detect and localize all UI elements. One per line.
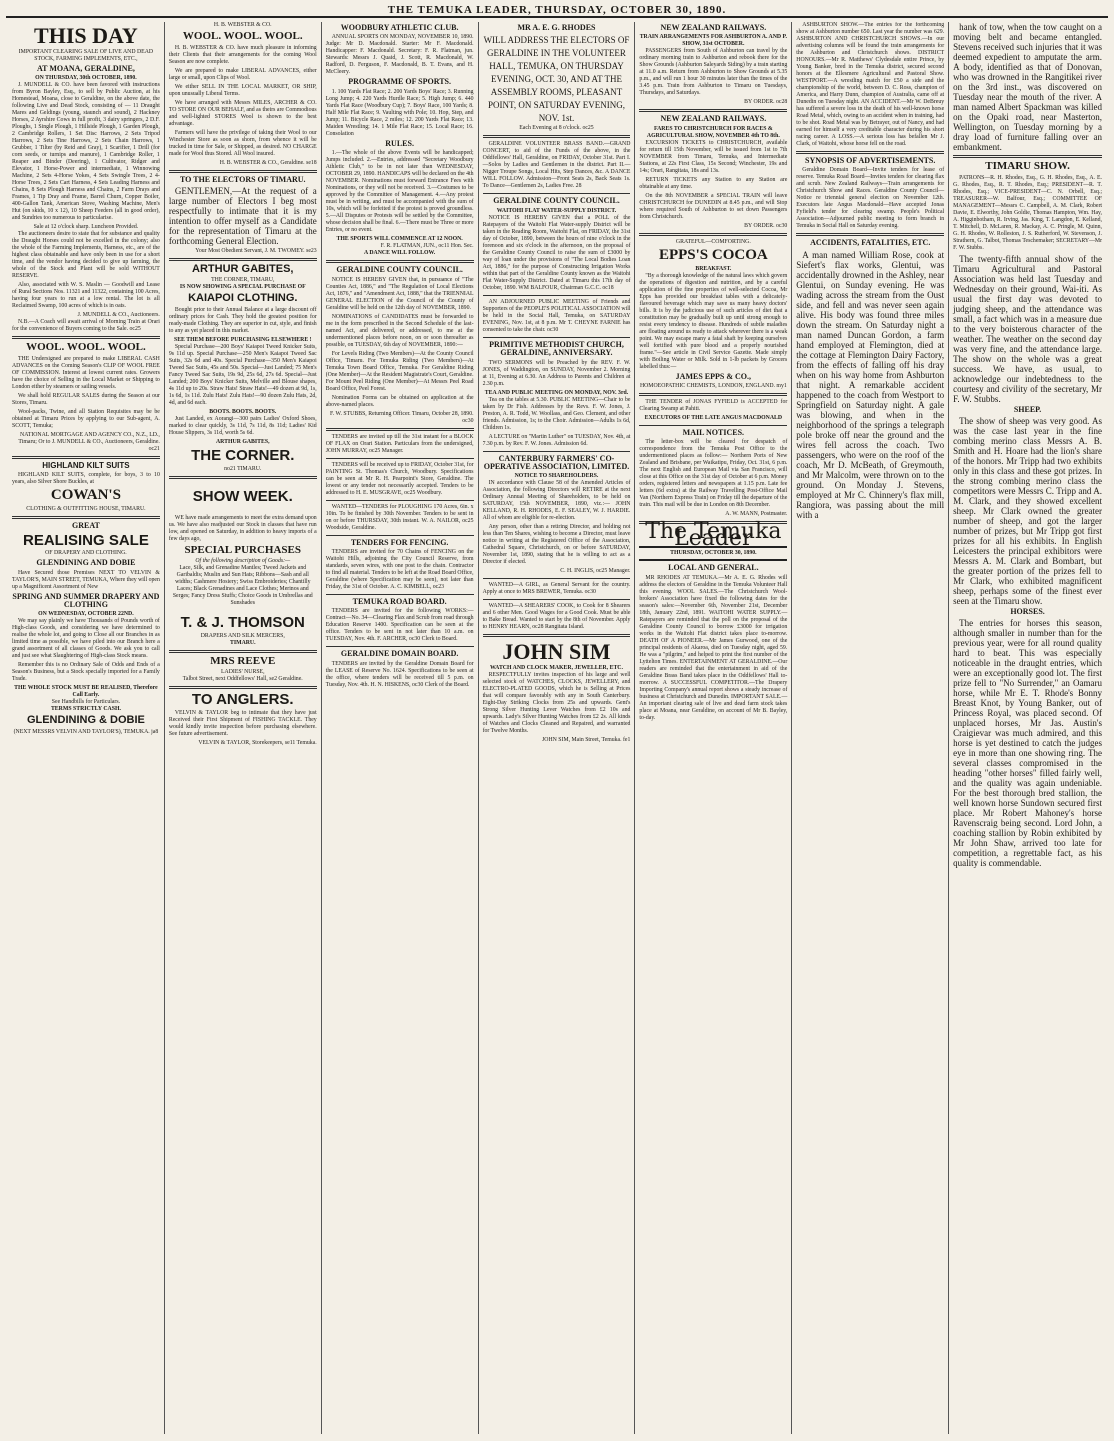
- wac-rules-body: 1.—The whole of the above Events will be handicapped; Jumps included. 2.—Entries, addressed "Secretary Woodbury Athletic Club," to be in not later than WEDNESDAY, OCTOBER 29, 1890. HANDICAPS will be declared on the 4th NOVEMBER. Nominations must forward Entrance Fees with Nominations, or they will not be received. 3.—Costumes to be approved by the Committee of Management. 4.—Any protest must be in writing, and must be accompanied with the sum of 10s, which will be forfeited if the protest is proved groundless. 5.—All Disputes or Protests will be settled by the Committee, whose decision shall be final. 6.—There must be Three or more Entries, or no event.: [325, 150, 474, 234]
- sale-sign: J. MUNDELL & CO., Auctioneers.: [77, 312, 160, 319]
- the-corner: THE CORNER.: [191, 447, 295, 465]
- gd-body-2: We may say plainly we have Thousands of Pounds worth of High-class Goods, and considering we have determined to realise the whole lot, and going to Close all our Branches in as limited time as possible, we have piled into our Branch here a grand assortment of all classes of Goods. We ask you to call and just see what Slaughtering of High-class Stock means.: [12, 618, 160, 660]
- sheep-title: SHEEP.: [1013, 404, 1042, 414]
- waitohi-title: WAITOHI FLAT WATER-SUPPLY DISTRICT.: [496, 207, 617, 214]
- great-label: GREAT: [71, 521, 100, 531]
- column-7: [949, 22, 1106, 1434]
- epps-title: EPPS'S COCOA: [658, 246, 768, 263]
- nzr2-sub: FARES TO CHRISTCHURCH FOR RACES & AGRICULTURAL SHOW, NOVEMBER 4th TO 8th.: [646, 125, 780, 139]
- divider: [12, 336, 160, 339]
- divider: [12, 516, 160, 519]
- local-title: LOCAL AND GENERAL.: [668, 563, 759, 573]
- cfca-title: CANTERBURY FARMERS' CO-OPERATIVE ASSOCIATION, LIMITED.: [483, 453, 630, 471]
- sale-title: THIS DAY: [34, 23, 138, 48]
- wac-rules: RULES.: [385, 138, 414, 148]
- wac-title: WOODBURY ATHLETIC CLUB.: [340, 23, 459, 32]
- divider: [326, 458, 474, 459]
- nzr-title: NEW ZEALAND RAILWAYS.: [660, 23, 767, 32]
- sale-subtitle: IMPORTANT CLEARING SALE OF LIVE AND DEAD STOCK, FARMING IMPLEMENTS, ETC.,: [18, 49, 154, 63]
- column-2: [165, 22, 322, 1434]
- gd-terms: TERMS STRICTLY CASH.: [50, 706, 121, 713]
- gcc-title-2: GERALDINE COUNTY COUNCIL.: [493, 196, 620, 206]
- columns: [8, 22, 1106, 1434]
- gabites-boots: BOOTS. BOOTS. BOOTS.: [209, 409, 277, 416]
- divider: [796, 233, 944, 236]
- epps-company-2: HOMOEOPATHIC CHEMISTS, LONDON, ENGLAND. my1: [639, 382, 787, 389]
- webster-sign: H. B. WEBSTER & CO., Geraldine. se18: [219, 159, 317, 166]
- divider: [169, 258, 317, 261]
- sale-also: Also, associated with W. S. Maslin — Goodwill and Lease of Rural Sections Nos. 11321 and 11322, containing 100 Acres, having four years to run at a low rental. The lot is all Reclaimed Swamp, 100 acres of which is in oats.: [12, 282, 160, 310]
- divider: [796, 151, 944, 154]
- sale-note: The auctioneers desire to state that for substance and quality the Draught Horses could not be excelled in the colony; also the whole of the Farming Implements, Harness, etc., are of the highest class obtainable and have only been in use for a short time, and the vendor having decided to give up farming, the whole of the Stock and Plant will be sold WITHOUT RESERVE.: [12, 231, 160, 280]
- webster-body-4: We have arranged with Messrs MILES, ARCHER & CO. TO STORE ON OUR BEHALF, and as theirs are Commodious and well-lighted STORES Wool is shown to the best advantage.: [168, 99, 317, 127]
- local-body-cont: ASHBURTON SHOW.—The entries for the forthcoming show at Ashburton number 650. Last year the number was 629. ASHBURTON AND CHRISTCHURCH SHOWS.—In our advertising columns will be found the train arrangements for the Ashburton and Christchurch shows. DISTRICT HONOURS.—Mr R. Matthews' Clydesdale entire Prince, by Young Banker, bred in the Temuka district, secured second honors at the Ellesmere Agricultural and Pastoral Show. WESTPORT.—A wrestling match for £50 a side and the championship of the world, between D. C. Ross, champion of America, and Harry Dunn, champion of Australia, came off at Dunedin on Tuesday night. AN ACCIDENT.—Mr W. DeBreuy has suffered a severe loss in the death of his well-known horse Road Metal, which, owing to an accident when in training, had to be shot. Road Metal was by Betrayer, out of Nancy, and had earned for himself a very creditable character during his short racing career. A LOSS.—A serious loss has befallen Mr J. Clark, of Waitohi, whose horse fell on the road.: [796, 22, 945, 147]
- ploughing-tender: WANTED—TENDERS for PLOUGHING 170 Acres, 6in. x 10in. To be finished by 30th November. Tenders to be sent in on or before THURSDAY, 30th instant. W. A. NAILOR, oc25 Woodside, Geraldine.: [325, 503, 474, 531]
- wanted-girl: WANTED—A GIRL, as General Servant for the country. Apply at once to MRS BREWER, Temuka. oc30: [482, 582, 631, 596]
- pmc-lecture: A LECTURE on "Martin Luther" on TUESDAY, Nov. 4th, at 7.30 p.m. by Rev. F. W. Jones. Admission 6d.: [482, 433, 631, 447]
- realising-sub: OF DRAPERY AND CLOTHING.: [45, 550, 127, 557]
- ppa-meeting: AN ADJOURNED PUBLIC MEETING of Friends and Supporters of the PEOPLE'S POLITICAL ASSOCIATION will be held in the Social Hall, Temuka, on SATURDAY EVENING, Nov. 1st, at 8 p.m. Mr T. CHEYNE FARNIE has consented to take the chair. oc30: [482, 298, 631, 333]
- column-4: [479, 22, 636, 1434]
- gcc-form: Nomination Forms can be obtained on application at the above-named places.: [325, 394, 474, 408]
- epps-company: JAMES EPPS & CO.,: [675, 371, 752, 381]
- horses-body: The entries for horses this season, although smaller in number than for the previous year, were for all round quality hard to beat. This was especially noticeable in the draught entries, which were an exceptionally good lot. The first prize fell to "No Surrender," an Oamaru horse, while Mr E. T. Rhode's Bonny Breast Knot, by Young Banker, out of Princess Royal, was placed second. Of unplaced horses, Mr Jas. Austin's Craigievar was much admired, and this horse is yet destined to catch the judges eye in more than one showing ring. The several classes compromised in the heading "other horses" filled fairly well, and the quality was again undeniable. For the best thorough bred stallion, the well known horse Sundown secured first place. Mr Robert Mahoney's horse Ravenscraig being second. Lord John, a coaching stallion by Robin exhibited by Mr John Shaw, arrived too late for competition, a regrettable fact, as his quality is commendable.: [953, 618, 1102, 869]
- painting-tender: TENDERS will be received up to FRIDAY, October 31st, for PAINTING St. Thomas's Church, Woodbury. Specifications can be seen at Mr R. H. Pearpoint's Store, Geraldine. The lowest or any tender not necessarily accepted. Tenders to be addressed to H. E. MUSGRAVE, oc25 Woodbury.: [325, 461, 474, 496]
- pmc-body-2: Tea on the tables at 5.30. PUBLIC MEETING—Chair to be taken by Dr Fish. Addresses by the Revs. F. W. Jones, J. Preston, A. R. Todd, W. Woollass, and Geo. Clement, and other friends. Admission, 1s; to the Choir. Admission—Adults 1s 6d, Children 1s.: [482, 396, 631, 431]
- anglers-sign: VELVIN & TAYLOR, Storekeepers, se11 Temuka.: [198, 740, 317, 747]
- divider: [483, 599, 631, 600]
- sale-body: J. MUNDELL & CO. have been favored with instructions from Byron Bayley, Esq., to sell by Public Auction, at his Homestead, Moana, close to Geraldine, on the above date, the following Live and Dead Stock, consisting of — 11 Draught Mares and Geldings (young, staunch and sound), 2 Hackney Horses, 2 Ayrshire Cows in full profit, 3 dairy springers, 2 D.F. Ploughs, 1 Single Plough, 1 Hillside Plough, 1 Garden Plough, 2 Cambridge Rollers, 1 Set Disc Harrows, 2 Sets Tripod Harrows, 2 Sets Tine Harrows, 2 Sets Chain Harrows, 1 Grubber, 1 Tilter (by Reid and Gray), 1 Scarifier, 1 Drill (for corn seeds, or turnips and manure), 1 Cambridge Roller, 1 Reaper and Binder (Deering), 1 Cultivator, Ridger and Elevator, 1 Horse-Power and intermediate, 1 Winnowing Machine, 2 Sets 4-Horse Yokes, 4 Sets Swingle Trees, 2 4-Horse Trees, 2 Sets Cart Harness, 4 Sets Leading Harness and Chains, 8 Sets Plough Harness and Chains, 2 Farm Drays and Frames, 1 Tip Dray and Frame, Barrel Churn, Copper Boiler, 400-Gallon Tank, American Stove, Washing Machine, Men's Hut (on skids, 10 x 12), 10 Sheep Feeders (all in good order), and Sundries too numerous to particularise.: [12, 82, 160, 222]
- nzr-sub: TRAIN ARRANGEMENTS FOR ASHBURTON A. AND P. SHOW, 31st OCTOBER.: [639, 34, 788, 48]
- gabites-sub: THE CORNER, TIMARU,: [211, 277, 275, 284]
- wac-programme: PROGRAMME OF SPORTS.: [348, 77, 452, 87]
- divider: [169, 476, 317, 479]
- divider: [326, 535, 474, 536]
- mail-sign: A. W. MANN, Postmaster.: [725, 511, 788, 518]
- wool-sign: NATIONAL MORTGAGE AND AGENCY CO., N.Z., LD., Timaru; Or to J. MUNDELL & CO., Auctioneers, Geraldine. oc21: [18, 432, 160, 453]
- trb-body: TENDERS are invited for the following WORKS:— Contract—No. 34—Clearing Flax and Scrub from road through Education Reserve 1400. Specification can be seen at the office. Tenders to be sent in not later than 10 a.m. on TUESDAY, Nov. 4th. F. ARCHER, oc30 Clerk to Board.: [325, 608, 474, 643]
- divider: [953, 155, 1102, 158]
- reeve-address: Talbot Street, next Oddfellows' Hall, se2 Geraldine.: [182, 676, 303, 683]
- wac-dance: A DANCE WILL FOLLOW.: [364, 250, 436, 257]
- gcc-body: NOTICE IS HEREBY GIVEN that, in pursuance of "The Counties Act, 1886," and "The Regulation of Local Elections Act, 1876," and "Amendment Act, 1888," that the TRIENNIAL GENERAL ELECTION of the Council of the County of Geraldine will be held on the 12th day of NOVEMBER, 1890.: [325, 276, 474, 311]
- special-purchases-list: Lace, Silk, and Grenadine Mantles; Tweed Jackets and Garibaldis; Muslin and Sun Hats; Ribbons—Sash and all widths; Cashmere Hosiery; Swiss Embroideries; Chantilly Laces; Black Grenadines and Lace Clothes; Merinos and Serges; Fancy Dress Stuffs; Choice Goods in Umbrellas and Sunshades: [172, 565, 313, 607]
- sim-sign: JOHN SIM, Main Street, Temuka. fe1: [542, 737, 631, 744]
- kilt-shop: COWAN'S: [50, 487, 121, 504]
- gabites-sign: ARTHUR GABITES,: [215, 439, 270, 446]
- thomson-sub: DRAPERS AND SILK MERCERS,: [200, 632, 285, 639]
- spring-date: ON WEDNESDAY, OCTOBER 22ND.: [38, 611, 134, 618]
- gcc-body-2: NOMINATIONS of CANDIDATES must be forwarded to me in the form prescribed in the Second Schedule of the last-named Act, and delivered, or addressed, to me at the undermentioned places before noon, on or soon thereafter as possible, on TUESDAY, 6th day of NOVEMBER, 1890:—: [325, 313, 474, 348]
- webster-body: H. B. WEBSTER & CO. have much pleasure in informing their Clients that their arrangements for the coming Wool Season are now complete.: [168, 44, 317, 65]
- pmc-title: PRIMITIVE METHODIST CHURCH, GERALDINE, ANNIVERSARY.: [489, 339, 624, 358]
- kilt-body: HIGHLAND KILT SUITS, complete, for boys, 3 to 10 years, also Silver Shore Buckles, at: [12, 472, 160, 486]
- wool-title: WOOL. WOOL. WOOL.: [26, 341, 146, 354]
- show-week-body: WE have made arrangements to meet the extra demand upon us. We have also readjusted our Stock in classes that have run low, and opened on Saturday, in addition to heavy imports of a few days ago,: [168, 514, 317, 542]
- brass-band-concert: GERALDINE VOLUNTEER BRASS BAND.—GRAND CONCERT, to aid of the Funds of the above, in the Oddfellows' Hall, Geraldine, on FRIDAY, October 31st. Part I.—Solos by Ladies and Gentlemen in the district. Part II.—Nigger Troupe Songs, Local Hits, Step Dances, &c. A DANCE WILL FOLLOW. Admission—Front Seats 2s, Back Seats 1s. To Dance—Gentlemen 2s, Ladies Free. 28: [482, 141, 631, 190]
- column-1: [8, 22, 165, 1434]
- cfca-sign: C. H. INGLIS, oc25 Manager.: [560, 568, 631, 575]
- show-week-title: SHOW WEEK.: [192, 487, 293, 505]
- electors-body: GENTLEMEN,—At the request of a large number of Electors I beg most respectfully to intimate that it is my intention to offer myself as a Candidate for the representation of Timaru at the forthcoming General Election.: [168, 185, 317, 246]
- pmc-tea: TEA AND PUBLIC MEETING ON MONDAY, NOV. 3rd.: [484, 389, 629, 396]
- accidents-body-cont: hank of tow, when the tow caught on a moving belt and became entangled. Stevens received such injuries that it was deemed expedient to amputate the arm. A body, identified as that of Donovan, who was drowned in the Rangitikei river on the 3rd inst., was discovered on Tuesday near the mouth of the river. A man named Albert Spackman was killed on the Opaki road, near Masterton, Wellington, on Tuesday morning by a dray load of furniture falling over an embankment.: [953, 22, 1102, 152]
- anglers-body: VELVIN & TAYLOR beg to intimate that they have just Received their First Shipment of FISHING TACKLE. They would kindly invite inspection before purchasing elsewhere. See future advertisement.: [168, 710, 317, 738]
- nzr-body: PASSENGERS from South of Ashburton can travel by the ordinary morning train to Ashburton and rebook there for the Show Grounds (Ashburton Saleyards Siding) by a train starting at 11.0 a.m. Return from Ashburton to Show Grounds at 5.35 p.m., and will run 1 hour 30 minutes later than the times of the 3.45 p.m. Train from Ashburton to Timaru on Tuesdays, Thursdays, and Saturdays.: [639, 48, 788, 97]
- timaru-show-body: The twenty-fifth annual show of the Timaru Agricultural and Pastoral Association was held last Tuesday and Wednesday on their ground, Wai-iti. As usual the first day was devoted to judging sheep, and the attendance was small, a fact which was in a measure due to the very boisterous character of the weather. The weather on the second day was very fine, and the attendance large. The show on the whole was a great success. We have, as usual, to acknowledge our indebtedness to the courtesy and civility of the secretary, Mr F. W. Stubbs.: [953, 253, 1102, 404]
- divider: [326, 428, 474, 431]
- nzr2-return: RETURN TICKETS any Station to any Station are obtainable at any time.: [639, 176, 788, 190]
- gd-sign: GLENDINING & DOBIE: [26, 714, 145, 727]
- rhodes-body: WILL ADDRESS THE ELECTORS OF GERALDINE IN THE VOLUNTEER HALL, TEMUKA, ON THURSDAY EVENING, OCT. 30, AND AT THE ASSEMBLY ROOMS, PLEASANT POINT, ON SATURDAY EVENING, NOV. 1st.: [483, 35, 630, 124]
- divider: [169, 650, 317, 653]
- divider: [483, 451, 631, 452]
- wool-body: THE Undersigned are prepared to make LIBERAL CASH ADVANCES on the Coming Season's CLIP OF WOOL FREE OF COMMISSION. Interest at lowest current rates. Growers have the choice of Selling in the Local Market or Shipping to London either by steamers or sailing vessels.: [12, 356, 160, 391]
- epps-sub: BREAKFAST.: [695, 265, 732, 272]
- epps-pre: GRATEFUL—COMFORTING.: [675, 238, 751, 245]
- realising-sale: REALISING SALE: [22, 531, 149, 549]
- page-header: THE TEMUKA LEADER, THURSDAY, OCTOBER 30, 1890.: [6, 4, 1108, 18]
- gdb-title: GERALDINE DOMAIN BOARD.: [340, 649, 459, 659]
- divider: [169, 686, 317, 689]
- webster-header: H. B. WEBSTER & CO.: [213, 22, 272, 28]
- gabites-list: Special Purchase—200 Boys' Kaiapoi Tweed Knicker Suits, 9s 11d up. Special Purchase—250 Men's Kaiapoi Tweed Sac Suits, 32s 6d and 40s. Special Purchase—350 Men's Kaiapoi Tweed Sac Suits, 45s and 50s. Special—Just Landed; 75 Men's Fancy Tweed Sac Suits, 19s 9d, 25s 6d, 27s 6d. Special—Just Landed; 200 Boys' Knicker Suits, Melville and Blouse shapes, 4s 11d up to 20s. Straw Hats! Straw Hats!—49 dozen at 9d, 1s, 1s 6d, 1s 11d. Zulu Hats! Zulu Hats!—90 dozen Zulu Hats, 2d, 4d, and 6d each.: [168, 344, 317, 407]
- waitohi-body: NOTICE IS HEREBY GIVEN that a POLL of the Ratepayers of the Waitohi Flat Water-supply District will be taken in the Reading Room, Waitohi Flat, on FRIDAY, the 31st day of October, 1890, between the hours of nine o'clock in the forenoon and six o'clock in the afternoon, on the proposal of the Geraldine County Council to raise the sum of £3000 by way of loan under the provisions of "The Local Bodies Loan Act, 1886," for the purpose of Constructing Irrigation Works within that part of the Geraldine County known as the Waitohi Flat Water-Supply District. Dated at Timaru this 17th day of October, 1890. WM BALFOUR, Chairman G.C.C. oc18: [482, 214, 631, 291]
- reeve-title: MRS REEVE: [210, 654, 276, 667]
- divider: [326, 500, 474, 501]
- rhodes-time: Each Evening at 8 o'clock. oc25: [519, 125, 594, 132]
- reeve-sub: LADIES' NURSE,: [220, 669, 265, 676]
- newspaper-date: THURSDAY, OCTOBER 30, 1890.: [639, 546, 787, 561]
- column-5: [635, 22, 792, 1434]
- nzr2-body-2: On the 8th NOVEMBER a SPECIAL TRAIN will leave CHRISTCHURCH for DUNEDIN at 8.45 p.m., and will Stop where required South of Ashburton to set down Passengers from Christchurch.: [639, 192, 788, 220]
- rhodes-title: MR A. E. G. RHODES: [517, 23, 596, 32]
- webster-wool-title: WOOL. WOOL. WOOL.: [182, 30, 303, 42]
- divider: [483, 193, 631, 194]
- sim-body: RESPECTFULLY invites inspection of his large and well selected stock of WATCHES, CLOCKS, JEWELLERY, and ELECTRO-PLATED GOODS, which he is Selling at Prices that will compare favorably with any in South Canterbury. Eight-Day Striking Clocks from 25s and upwards. Gent's Strong Silver Hunting Lever Watches from £2 10s and upwards. Lady's Silver Hunting Watches from £2 2s. All kinds of Watches and Clocks Cleaned and Repaired, and warranted for Twelve Months.: [482, 672, 631, 735]
- cfca-body-2: Any person, other than a retiring Director, and holding not less than Ten Shares, wishing to become a Director, must leave notice in writing at the Registered Office of the Association, Cathedral Square, Christchurch, on or before SATURDAY, November 1st, 1890, stating that he is willing to act as a Director if elected.: [482, 524, 631, 566]
- gd-body: Have Secured those Premises NEXT TO VELVIN & TAYLOR'S, MAIN STREET, TEMUKA, Where they will open up a Magnificent Assortment of New: [12, 569, 160, 590]
- gcc-list: For Levels Riding (Two Members)—At the County Council Office, Timaru. For Temuka Riding (Two Members)—At Temuka Town Board Office, Temuka. For Geraldine Riding (One Member)—At the Resident Magistrate's Court, Geraldine. For Mount Peel Riding (One Member)—At Messrs Peel Road Board Office, Peel Forest.: [325, 350, 474, 392]
- gd-body-3: Remember this is no Ordinary Sale of Odds and Ends of a Season's Business, but a Stock specially imported for a Family Trade.: [12, 662, 160, 683]
- gd-handbills: See Handbills for Particulars.: [51, 699, 121, 706]
- electors-sign: Your Most Obedient Servant, J. M. TWOMEY. se23: [195, 247, 317, 254]
- timaru-show-officials: PATRONS—R. H. Rhodes, Esq., G. H. Rhodes, Esq., A. E. G. Rhodes, Esq., R. T. Rhodes, Esq.; PRESIDENT—R. T. Rhodes, Esq.; VICE-PRESIDENT—C. N. Orbell, Esq.; TREASURER—W. Balfour, Esq.; COMMITTEE OF MANAGEMENT—Messrs C. Campbell, A. M. Clark, Robert Davie, E. Elworthy, John Goldie, Thomas Hampton, Wm. Hay, A. Higginbotham, R. Irving, Jas. King, T. Langdon, E. Kelland, T. Mitchell, D. McLaren, R. Mackay, A. C. Pringle, M. Quinn, G. H. Rhodes, W. Rolleston, J. S. Rutherford, W. Stevenson, J. Strathern, G. Talbot, Thomas Teschemaker; SECRETARY—Mr F. W. Stubbs.: [953, 174, 1102, 251]
- gabites-title: ARTHUR GABITES,: [192, 262, 294, 275]
- local-body: MR RHODES AT TEMUKA.—Mr A. E. G. Rhodes will address the electors of Geraldine in the Temuka Volunteer Hall this evening. WOOL SALES.—The Christchurch Wool-brokers' Association have fixed the following dates for the season's sales:—November 6th, November 21st, December 18th, January 22nd, 1891. WAITOHI WATER SUPPLY.—Ratepayers are reminded that the poll on the proposal of the Geraldine County Council to borrow £3000 for irrigation works in the Waitohi Flat district takes place to-morrow. DEATH OF A PIONEER.—Mr James Gurwood, one of the principal residents of Akaroa, died on Tuesday night, aged 59. He was a "pilgrim," and helped to print the first number of the Lyttelton Times. ENTERTAINMENT AT GERALDINE.—Our readers are reminded that the entertainment in aid of the Geraldine Brass Band takes place in the Oddfellows' Hall to-morrow. A SUCCESSFUL COMPETITOR.—The Drapery Importing Company's annual report shows a steady increase of business at Christchurch and Dunedin. IMPORTANT SALE.—An important clearing sale of live and dead farm stock takes place at Moana, near Geraldine, on account of Mr B. Bayley, to-day.: [639, 574, 788, 721]
- divider: [483, 295, 631, 296]
- special-purchases: SPECIAL PURCHASES: [184, 543, 301, 556]
- divider: [326, 260, 474, 263]
- flax-tender: TENDERS are invited up till the 31st instant for a BLOCK OF FLAX on Orari Station. Particulars from the undersigned, JOHN MURRAY, oc25 Manager.: [325, 433, 474, 454]
- fyfield-tender: THE TENDER of JONAS FYFIELD is ACCEPTED for Clearing Swamp at Pahiti.: [639, 398, 788, 412]
- gd-whole: THE WHOLE STOCK MUST BE REALISED, Therefore Call Early.: [14, 685, 158, 699]
- mail-body: The letter-box will be cleared for despatch of correspondence from the Temuka Post Office to the undermentioned places as follow:— Northern Ports of New Zealand and Brisbane, per Waikatipu, Friday, Oct. 31st, 6 p.m. The next English and European Mail via San Francisco, will close at this Office on the 31st day of October at 6 p.m. Money orders, registered letters and newspapers at 1.15 p.m. Late fee letters (6d extra) at the Railway Travelling Post-Office Mail Van (Northern Express Train) on Friday till the departure of the train. This mail will be due in London on 8th December.: [639, 439, 788, 509]
- nzr2-by: BY ORDER. oc30: [744, 222, 788, 229]
- wac-sign: F. R. FLATMAN, JUN., oc11 Hon. Sec.: [380, 243, 474, 250]
- fencing-title: TENDERS FOR FENCING.: [350, 537, 449, 547]
- synopsis-title: SYNOPSIS OF ADVERTISEMENTS.: [805, 156, 936, 165]
- divider: [483, 578, 631, 579]
- divider: [326, 594, 474, 595]
- divider: [12, 456, 160, 459]
- electors-title: TO THE ELECTORS OF TIMARU.: [179, 174, 306, 184]
- pmc-body: TWO SERMONS will be Preached by the REV. F. W. JONES, of Waddington, on SUNDAY, November 2. Morning at 11, Evening at 6.30. An Address to Parents and Children at 2.30 p.m.: [482, 359, 631, 387]
- column-3: [322, 22, 479, 1434]
- divider: [169, 170, 317, 173]
- divider: [483, 135, 631, 138]
- divider: [639, 393, 787, 396]
- gcc-sign: F. W. STUBBS, Returning Officer. Timaru, October 28, 1890. oc30: [330, 410, 474, 424]
- wool-body-2: We shall hold REGULAR SALES during the Season at our Stores, Timaru.: [12, 393, 160, 407]
- anglers-title: TO ANGLERS.: [191, 691, 294, 709]
- nzr-by: BY ORDER. oc28: [744, 99, 788, 106]
- trb-title: TEMUKA ROAD BOARD.: [352, 596, 447, 606]
- accidents-title: ACCIDENTS, FATALITIES, ETC.: [810, 238, 931, 248]
- gcc-title: GERALDINE COUNTY COUNCIL.: [336, 265, 463, 275]
- thomson-town: TIMARU.: [229, 639, 256, 646]
- sim-title: JOHN SIM: [502, 639, 611, 665]
- webster-body-3: We either SELL IN THE LOCAL MARKET, OR SHIP, upon unusually Liberal Terms.: [168, 83, 317, 97]
- divider: [639, 233, 787, 236]
- nzr2-body: EXCURSION TICKETS to CHRISTCHURCH, available for return till 15th November, will be issued from 1st to 7th NOVEMBER from Timaru, Temuka, and Intermediate Stations, at 22s First Class, 15s Second; Winchester, 19s and 14s; Orari, Rangitata, 18s and 13s.: [639, 139, 788, 174]
- webster-body-5: Farmers will have the privilege of taking their Wool to our Winchester Store as soon as shorn, from whence it will be trucked in time for Sale, or Shipped, as desired. NO CHARGE made for Wool thus Stored. All Wool insured.: [168, 129, 317, 157]
- spring-heading: SPRING AND SUMMER DRAPERY AND CLOTHING: [12, 591, 160, 610]
- fyfield-sign: EXECUTORS OF THE LATE ANGUS MACDONALD: [644, 414, 783, 421]
- gabites-see: SEE THEM BEFORE PURCHASING ELSEWHERE !: [173, 337, 312, 344]
- sale-place: AT MOANA, GERALDINE,: [36, 64, 135, 74]
- wanted-cook: WANTED—A SHEARERS' COOK, to Cook for 8 Shearers and 6 other Men. Good Wages for a Good Cook. Must be able to Bake Bread. Wanted to start by the 8th of November. Apply to HENRY HEARN, oc28 Rangitata Island.: [482, 603, 631, 631]
- sheep-body: The show of sheep was very good. As was the case last year in the fine combing merino class Messrs A. B. Smith and H. Hoare had the lion's share of the honors. Mr Tripp had two exhibits only in this class and these got prizes. In the strong combing merino class the competitors were Messrs C. Tripp and A. M. Clark, and they showed excellent sheep. Mr Clark owned the greater number of sheep, and got the larger number of prizes, but Mr Tripp got first prizes for all his exhibits. In English Leicesters the principal exhibitors were Messrs A. M. Clark and Bombart, but the greater portion of the prizes fell to Mr Clark, who exhibited magnificent sheep, perhaps some of the finest ever seen at the Timaru show.: [953, 415, 1102, 606]
- webster-body-2: We are prepared to make LIBERAL ADVANCES, either large or small, upon Clips of Wool.: [168, 67, 317, 81]
- divider: [483, 337, 631, 338]
- gdb-body: TENDERS are invited by the Geraldine Domain Board for the LEASE of Reserve No. 1624. Specifications to be seen at the office, where tenders will be received till 5 p.m. on Tuesday, Nov. 4th. H. N. HISKENS, oc30 Clerk of the Board.: [325, 660, 474, 688]
- accidents-body: A man named William Rose, cook at Siefert's flax works, Glentui, was accidentally drowned in the Ashley, near Glentui, on Sunday evening. He was wading across the stream from the Oust side, and fell and was never seen again alive. His body was found three miles down the stream. On Saturday night a man named Duncan Gordon, a farm hand employed at Flemington, died at the cottage at Flemington Dairy Factory, from the effects of falling off his dray when on his way home from Ashburton that night. A remarkable accident happened to the coach from Westport to Springfield on Saturday night. A gale was blowing, and when in the neighborhood of the springs a telegraph pole broke off near the ground and the wires fell across the coach. Two passengers, who were on the roof of the coach, Mr D. McBeath, of Greymouth, and Mr Malcolm, were thrown on to the ground. On Monday J. Stevens, employed at Mr C. Chinnery's flax mill, Rangiora, was passing about the mill with a: [796, 249, 945, 520]
- special-purchases-sub: Of the following description of Goods:—: [195, 558, 291, 565]
- wac-body: ANNUAL SPORTS ON MONDAY, NOVEMBER 10, 1890. Judge: Mr D. Macdonald. Starter: Mr F. Macdonald. Handicapper: F. Macdonald. Secretary: F. R. Flatman, jun. Stewards: Messrs J. Quaid, J. Scott, R. Macdonald, W. Radford, D. Ferguson, F. Macdonald, B. T. Evans, and H. McCleery.: [325, 34, 474, 76]
- the-corner-town: no21 TIMARU.: [224, 465, 262, 472]
- fencing-body: TENDERS are invited for 70 Chains of FENCING on the Waitohi Hills, adjoining the City Council Reserve, from standards, seven wires, with one post to the chain. Contractor to find all material. Tenders to be left at the Road Board Office, Geraldine (where Specification may be seen), not later than Friday, the 31st of October. A. C. KIMBELL, oc23: [325, 548, 474, 590]
- sim-sub: WATCH AND CLOCK MAKER, JEWELLER, ETC.: [490, 665, 623, 672]
- sale-date: ON THURSDAY, 30th OCTOBER, 1890.: [35, 75, 137, 82]
- kilt-title: HIGHLAND KILT SUITS: [42, 461, 130, 471]
- epps-body: "By a thorough knowledge of the natural laws which govern the operations of digestion and nutrition, and by a careful application of the fine properties of well-selected Cocoa, Mr Epps has provided our breakfast tables with a delicately-flavoured beverage which may save us many heavy doctors' bills. It is by the judicious use of such articles of diet that a constitution may be gradually built up until strong enough to resist every tendency to disease. Hundreds of subtle maladies are floating around us ready to attack wherever there is a weak point. We may escape many a fatal shaft by keeping ourselves well fortified with pure blood and a properly nourished frame."—See article in Civil Service Gazette. Made simply with Boiling Water or Milk. Sold in 1-lb packets by Grocers labelled thus:—: [639, 272, 788, 370]
- gabites-body: Bought prior to their Annual Balance at a large discount off ordinary prices for Cash. They hold the greatest position for ready-made Clothing. They are superior in cut, style, and finish to any as yet placed in this market.: [168, 307, 317, 335]
- thomson-title: T. & J. THOMSON: [180, 614, 305, 632]
- gd-names: GLENDINING AND DOBIE: [36, 558, 136, 568]
- horses-title: HORSES.: [1010, 606, 1045, 616]
- gabites-show: IS NOW SHOWING A SPECIAL PURCHASE OF: [179, 284, 306, 291]
- divider: [483, 634, 631, 637]
- gabites-boots-body: Just Landed, ex Aorangi—300 pairs Ladies' Oxford Shoes, marked to clear quickly, 3s 11d, 7s 11d, 8s 11d; Ladies' Kid House Slippers, 3s 11d, worth 5s 6d.: [168, 416, 317, 437]
- wac-list: 1. 100 Yards Flat Race; 2. 200 Yards Boys' Race; 3. Running Long Jump; 4. 220 Yards Hurdle Race; 5. High Jump; 6. 440 Yards Flat Race (Woodbury Cup); 7. Boys' Race, 100 Yards; 8. Half Mile Flat Race; 9. Vaulting with Pole; 10. Hop, Step, and Jump; 11. Bicycle Race, 2 miles; 12. 200 Yards Flat Race; 13. Maiden Wrestling; 14. 1 Mile Flat Race; 15. Local Race; 16. Consolation: [325, 88, 474, 137]
- cfca-notice: NOTICE TO SHAREHOLDERS.: [514, 473, 599, 480]
- divider: [326, 646, 474, 647]
- sale-nb: N.B.—A Coach will await arrival of Morning Train at Orari for the convenience of Buyers coming to the Sale. oc25: [12, 319, 160, 333]
- timaru-show-title: TIMARU SHOW.: [985, 160, 1070, 172]
- cfca-body: IN accordance with Clause 58 of the Amended Articles of Association, the following Directors will RETIRE at the next Ordinary Annual Meeting of Shareholders, to be held on SATURDAY, 15th NOVEMBER, 1890, viz.:— JOHN KELLAND, R. H. RHODES, E. F. SEALEY, W. J. HARDIE. All of whom are eligible for re-election.: [482, 480, 631, 522]
- kaiapoi-title: KAIAPOI CLOTHING.: [188, 292, 298, 305]
- sale-time: Sale at 12 o'clock sharp. Luncheon Provided.: [33, 224, 139, 231]
- wac-start: THE SPORTS WILL COMMENCE AT 12 NOON.: [336, 236, 463, 243]
- divider: [639, 425, 787, 426]
- newspaper-masthead: The Temuka Leader: [645, 519, 782, 552]
- kilt-shop-address: CLOTHING & OUTFITTING HOUSE, TIMARU.: [26, 506, 146, 513]
- column-6: [792, 22, 949, 1434]
- nzr2-title: NEW ZEALAND RAILWAYS.: [660, 114, 767, 124]
- gd-sign-address: (NEXT MESSRS VELVIN AND TAYLOR'S), TEMUKA. ja8: [13, 729, 159, 736]
- synopsis-body: Geraldine Domain Board—Invite tenders for lease of reserve. Temuka Road Board—Invites tenders for clearing flax and scrub. New Zealand Railways—Train arrangements for Christchurch Show and Races. Geraldine County Council—Notice re triennial general election on November 12th. Executors late Angus Macdonald—Have accepted Jonas Fyfield's tender for clearing swamp. People's Political Association—Adjourned public meeting to form branch in Temuka in Social Hall on Saturday evening.: [796, 167, 945, 230]
- divider: [639, 109, 787, 112]
- mail-title: MAIL NOTICES.: [682, 427, 745, 437]
- wool-body-3: Wool-packs, Twine, and all Station Requisites may be be obtained at Timaru Prices by applying to our Sub-agent, A. SCOTT, Temuka;: [12, 409, 160, 430]
